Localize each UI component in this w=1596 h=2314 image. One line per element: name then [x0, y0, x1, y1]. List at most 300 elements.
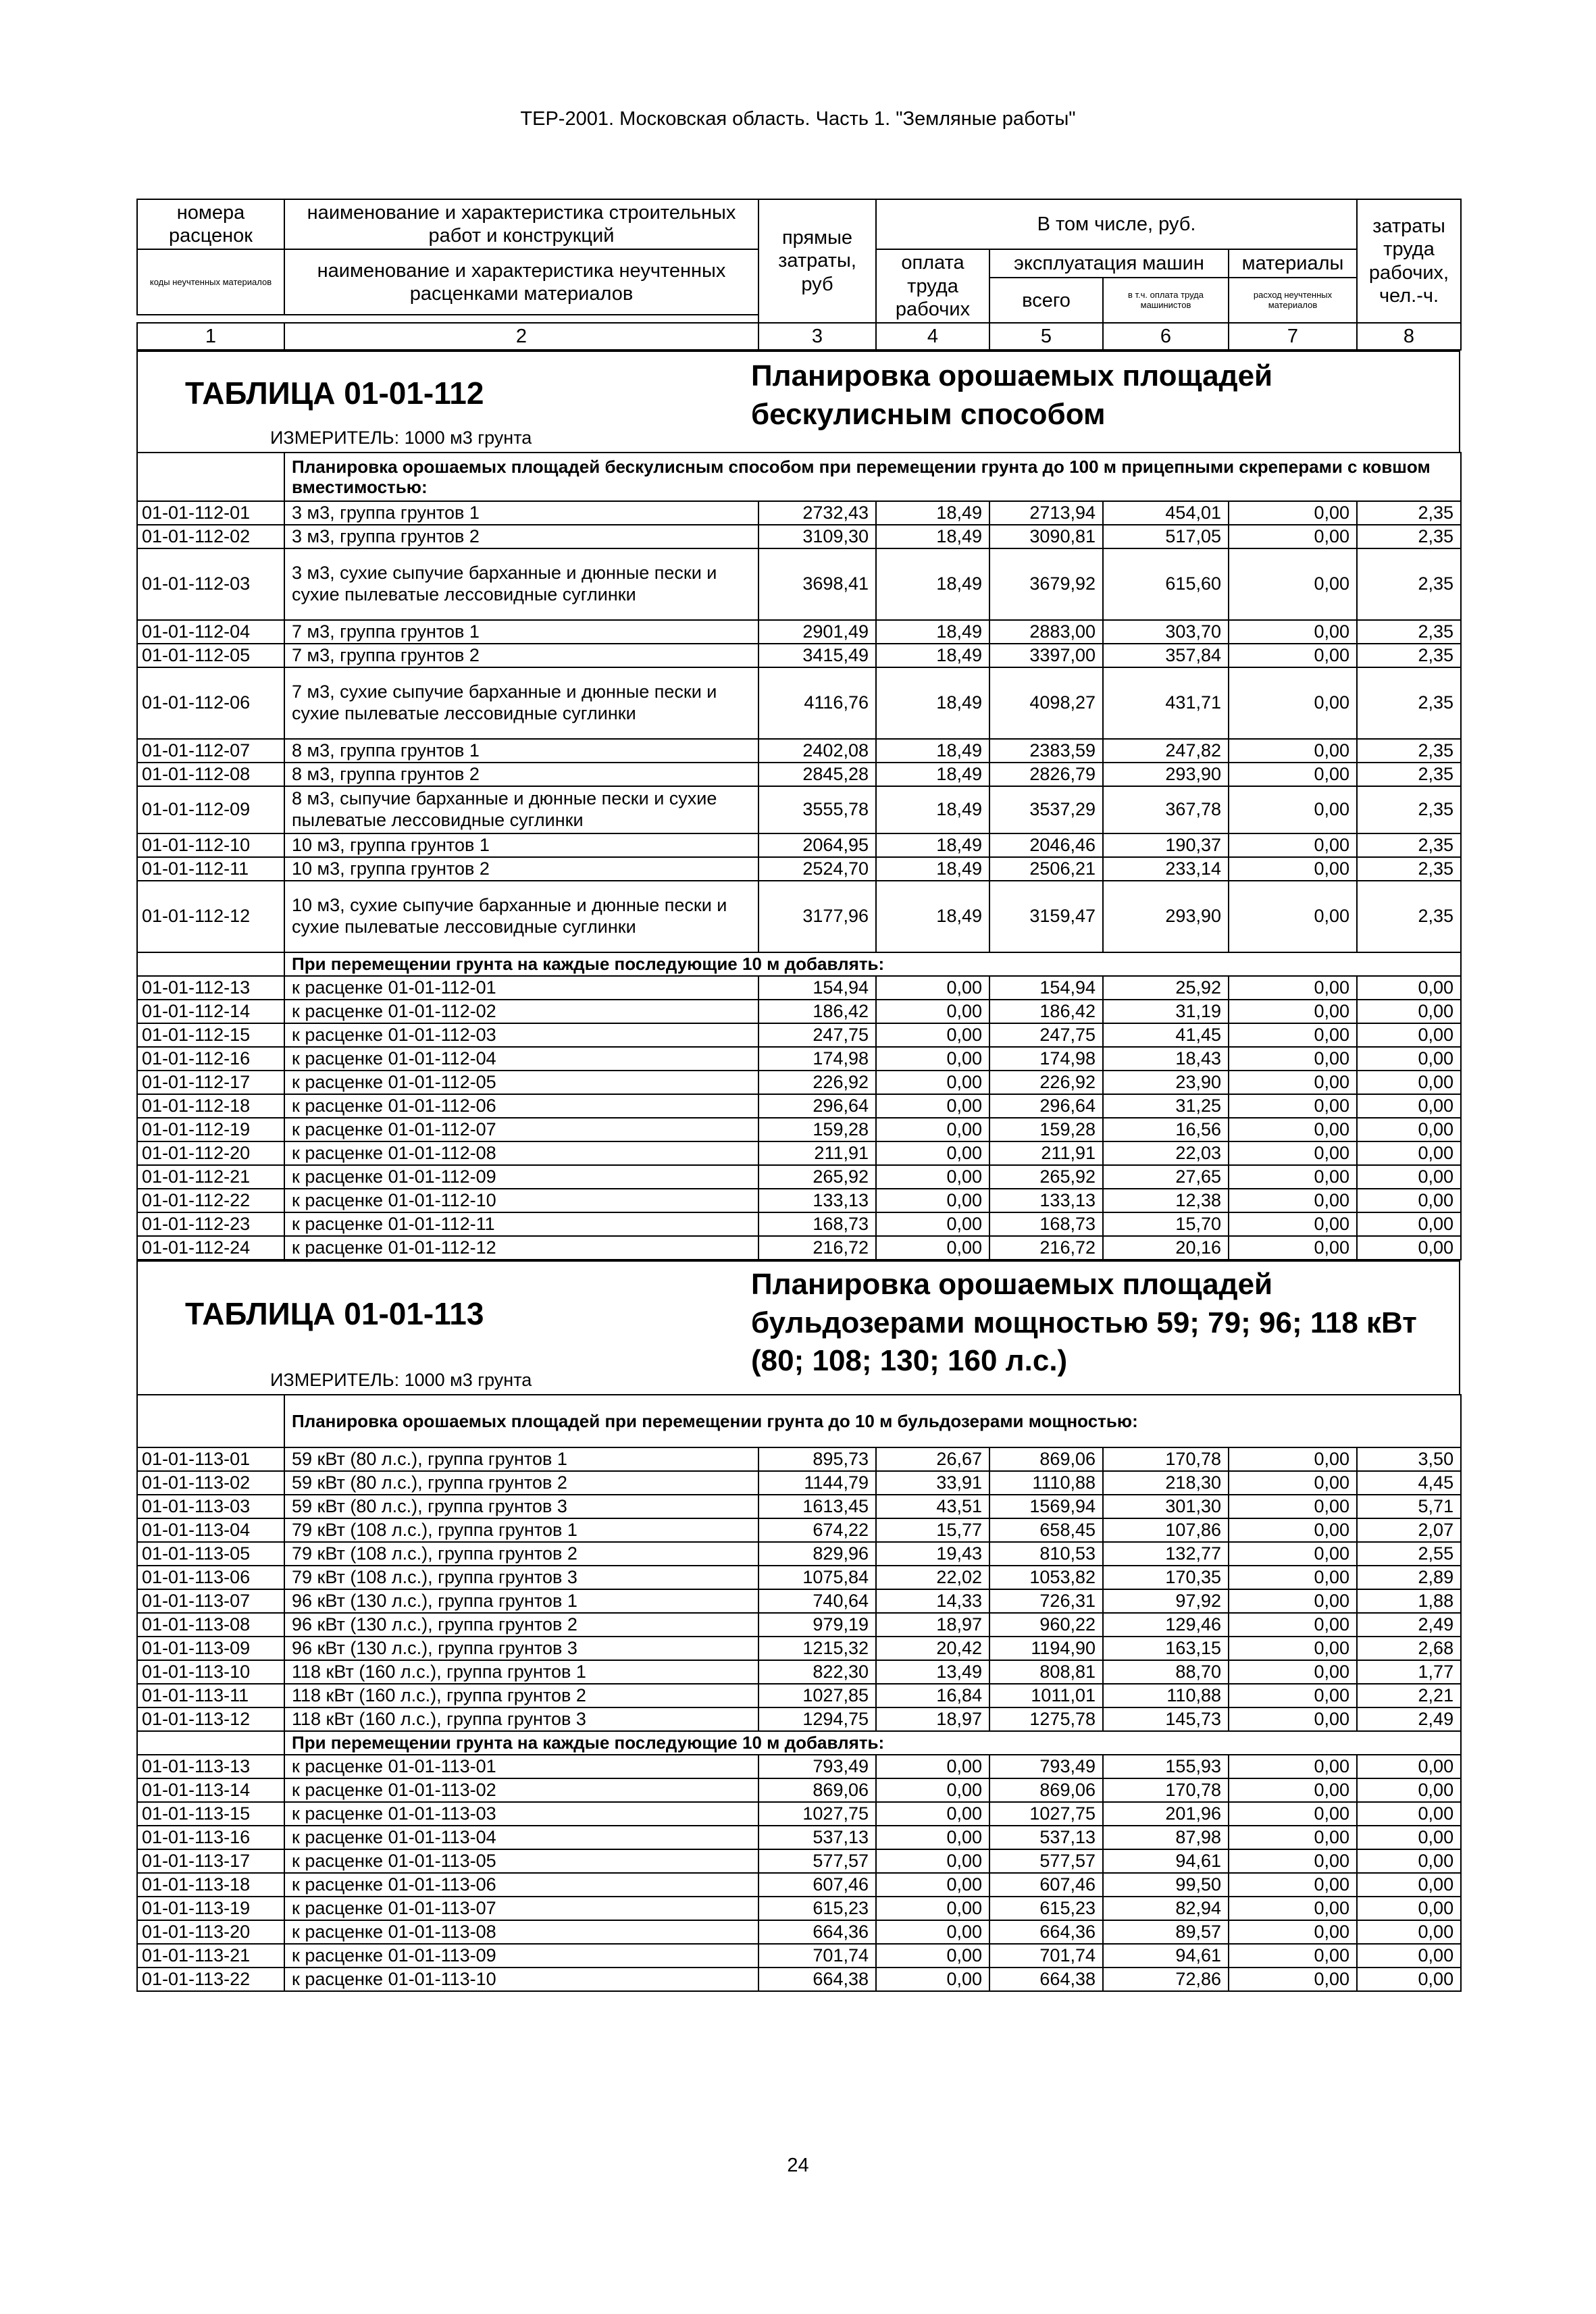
direct-costs-value: 3555,78: [758, 786, 876, 833]
operator-wages-value: 31,25: [1103, 1094, 1229, 1118]
table-row: [137, 1542, 1461, 1566]
empty-cell: [137, 1731, 284, 1755]
wages-value: 18,49: [876, 739, 989, 763]
table-row: [137, 1047, 1461, 1071]
work-description: к расценке 01-01-113-09: [284, 1944, 758, 1968]
table-row: [137, 786, 1461, 833]
table-row: [137, 1968, 1461, 1991]
table-row: [137, 1094, 1461, 1118]
materials-value: 0,00: [1229, 667, 1357, 739]
work-description: к расценке 01-01-113-01: [284, 1755, 758, 1778]
machines-total-value: 1027,75: [989, 1802, 1103, 1826]
wages-value: 0,00: [876, 1920, 989, 1944]
rate-code: 01-01-112-05: [137, 644, 284, 667]
direct-costs-value: 979,19: [758, 1613, 876, 1637]
wages-value: 22,02: [876, 1566, 989, 1589]
work-description: 118 кВт (160 л.с.), группа грунтов 3: [284, 1707, 758, 1731]
machines-total-value: 701,74: [989, 1944, 1103, 1968]
table-113-title: ТАБЛИЦА 01-01-113: [185, 1296, 484, 1332]
machines-total-value: 265,92: [989, 1165, 1103, 1189]
operator-wages-value: 88,70: [1103, 1660, 1229, 1684]
table-row: [137, 667, 1461, 739]
labor-hours-value: 0,00: [1357, 1000, 1461, 1023]
work-description: 79 кВт (108 л.с.), группа грунтов 1: [284, 1518, 758, 1542]
empty-cell: [137, 952, 284, 976]
work-description: 96 кВт (130 л.с.), группа грунтов 1: [284, 1589, 758, 1613]
wages-value: 0,00: [876, 1802, 989, 1826]
labor-hours-value: 0,00: [1357, 1826, 1461, 1849]
materials-value: 0,00: [1229, 501, 1357, 525]
materials-value: 0,00: [1229, 1189, 1357, 1212]
labor-hours-value: 0,00: [1357, 1212, 1461, 1236]
operator-wages-value: 233,14: [1103, 857, 1229, 881]
table-row: [137, 1589, 1461, 1613]
work-description: 59 кВт (80 л.с.), группа грунтов 3: [284, 1495, 758, 1518]
col-name-header: наименование и характеристика строительных работ и конструкций: [284, 199, 758, 249]
work-description: к расценке 01-01-112-06: [284, 1094, 758, 1118]
table-113-header: [136, 1260, 1460, 1394]
labor-hours-value: 0,00: [1357, 1118, 1461, 1141]
work-description: 118 кВт (160 л.с.), группа грунтов 1: [284, 1660, 758, 1684]
table-row: [137, 1236, 1461, 1260]
rate-code: 01-01-112-15: [137, 1023, 284, 1047]
rate-code: 01-01-113-10: [137, 1660, 284, 1684]
col-number: 4: [876, 323, 989, 350]
rate-code: 01-01-112-09: [137, 786, 284, 833]
labor-hours-value: 2,07: [1357, 1518, 1461, 1542]
rate-code: 01-01-112-06: [137, 667, 284, 739]
direct-costs-value: 296,64: [758, 1094, 876, 1118]
machines-total-value: 537,13: [989, 1826, 1103, 1849]
direct-costs-value: 174,98: [758, 1047, 876, 1071]
machines-total-value: 154,94: [989, 976, 1103, 1000]
wages-value: 18,49: [876, 833, 989, 857]
labor-hours-value: 0,00: [1357, 1236, 1461, 1260]
direct-costs-value: 1075,84: [758, 1566, 876, 1589]
table-row: [137, 1873, 1461, 1897]
work-description: к расценке 01-01-112-04: [284, 1047, 758, 1071]
machines-total-value: 3090,81: [989, 525, 1103, 548]
materials-value: 0,00: [1229, 1707, 1357, 1731]
wages-value: 18,49: [876, 620, 989, 644]
table-row: [137, 1165, 1461, 1189]
operator-wages-value: 367,78: [1103, 786, 1229, 833]
labor-hours-value: 2,49: [1357, 1613, 1461, 1637]
document-body: [136, 199, 1460, 1992]
wages-value: 33,91: [876, 1471, 989, 1495]
work-description: 10 м3, сухие сыпучие барханные и дюнные пески и сухие пылеватые лессовидные суглинки: [284, 881, 758, 952]
work-description: 10 м3, группа грунтов 1: [284, 833, 758, 857]
rate-code: 01-01-113-07: [137, 1589, 284, 1613]
table-row: [137, 739, 1461, 763]
materials-value: 0,00: [1229, 1897, 1357, 1920]
rate-code: 01-01-113-08: [137, 1613, 284, 1637]
rate-code: 01-01-113-22: [137, 1968, 284, 1991]
rate-code: 01-01-112-11: [137, 857, 284, 881]
rate-code: 01-01-112-02: [137, 525, 284, 548]
operator-wages-value: 31,19: [1103, 1000, 1229, 1023]
labor-hours-value: 2,35: [1357, 525, 1461, 548]
operator-wages-value: 94,61: [1103, 1944, 1229, 1968]
work-description: к расценке 01-01-113-08: [284, 1920, 758, 1944]
table-row: [137, 1802, 1461, 1826]
labor-hours-value: 0,00: [1357, 1778, 1461, 1802]
wages-value: 0,00: [876, 1897, 989, 1920]
work-description: к расценке 01-01-113-06: [284, 1873, 758, 1897]
operator-wages-value: 615,60: [1103, 548, 1229, 620]
col-number: 1: [137, 323, 284, 350]
rate-code: 01-01-112-19: [137, 1118, 284, 1141]
work-description: 96 кВт (130 л.с.), группа грунтов 3: [284, 1637, 758, 1660]
operator-wages-value: 97,92: [1103, 1589, 1229, 1613]
rate-code: 01-01-112-16: [137, 1047, 284, 1071]
rate-code: 01-01-113-15: [137, 1802, 284, 1826]
wages-value: 0,00: [876, 1071, 989, 1094]
wages-value: 13,49: [876, 1660, 989, 1684]
machines-total-value: 2713,94: [989, 501, 1103, 525]
table-row: [137, 1471, 1461, 1495]
table-row: [137, 620, 1461, 644]
materials-value: 0,00: [1229, 1118, 1357, 1141]
materials-value: 0,00: [1229, 1637, 1357, 1660]
materials-value: 0,00: [1229, 1802, 1357, 1826]
table-112-heading: Планировка орошаемых площадей бескулисным способом: [751, 359, 1273, 431]
operator-wages-value: 99,50: [1103, 1873, 1229, 1897]
table-row: [137, 1684, 1461, 1707]
direct-costs-value: 1027,75: [758, 1802, 876, 1826]
direct-costs-value: 2524,70: [758, 857, 876, 881]
empty-cell: [137, 453, 284, 501]
machines-total-value: 174,98: [989, 1047, 1103, 1071]
materials-value: 0,00: [1229, 1141, 1357, 1165]
labor-hours-value: 2,35: [1357, 881, 1461, 952]
machines-total-value: 664,38: [989, 1968, 1103, 1991]
table-row: [137, 1447, 1461, 1471]
work-description: 3 м3, сухие сыпучие барханные и дюнные пески и сухие пылеватые лессовидные суглинки: [284, 548, 758, 620]
operator-wages-value: 25,92: [1103, 976, 1229, 1000]
operator-wages-value: 145,73: [1103, 1707, 1229, 1731]
work-description: 3 м3, группа грунтов 2: [284, 525, 758, 548]
rate-code: 01-01-113-09: [137, 1637, 284, 1660]
labor-hours-value: 0,00: [1357, 1968, 1461, 1991]
labor-hours-value: 4,45: [1357, 1471, 1461, 1495]
wages-value: 0,00: [876, 1944, 989, 1968]
work-description: к расценке 01-01-112-07: [284, 1118, 758, 1141]
operator-wages-value: 22,03: [1103, 1141, 1229, 1165]
labor-hours-value: 0,00: [1357, 1802, 1461, 1826]
machines-total-value: 3397,00: [989, 644, 1103, 667]
wages-value: 19,43: [876, 1542, 989, 1566]
labor-hours-value: 2,89: [1357, 1566, 1461, 1589]
direct-costs-value: 869,06: [758, 1778, 876, 1802]
operator-wages-value: 94,61: [1103, 1849, 1229, 1873]
machines-total-value: 726,31: [989, 1589, 1103, 1613]
labor-hours-value: 1,88: [1357, 1589, 1461, 1613]
materials-value: 0,00: [1229, 1471, 1357, 1495]
machines-total-value: 4098,27: [989, 667, 1103, 739]
wages-value: 0,00: [876, 1165, 989, 1189]
table-112-header: [136, 351, 1460, 452]
materials-value: 0,00: [1229, 881, 1357, 952]
direct-costs-value: 3109,30: [758, 525, 876, 548]
operator-wages-value: 23,90: [1103, 1071, 1229, 1094]
materials-value: 0,00: [1229, 620, 1357, 644]
rate-code: 01-01-113-03: [137, 1495, 284, 1518]
materials-value: 0,00: [1229, 644, 1357, 667]
operator-wages-value: 155,93: [1103, 1755, 1229, 1778]
wages-value: 0,00: [876, 1849, 989, 1873]
operator-wages-value: 431,71: [1103, 667, 1229, 739]
section-subheading-row: [137, 453, 1461, 501]
work-description: 7 м3, сухие сыпучие барханные и дюнные пески и сухие пылеватые лессовидные суглинки: [284, 667, 758, 739]
wages-value: 14,33: [876, 1589, 989, 1613]
work-description: к расценке 01-01-112-02: [284, 1000, 758, 1023]
col-including-header: В том числе, руб.: [876, 199, 1357, 249]
table-row: [137, 763, 1461, 786]
work-description: к расценке 01-01-112-03: [284, 1023, 758, 1047]
table-row: [137, 1660, 1461, 1684]
operator-wages-value: 357,84: [1103, 644, 1229, 667]
work-description: 79 кВт (108 л.с.), группа грунтов 2: [284, 1542, 758, 1566]
labor-hours-value: 0,00: [1357, 1189, 1461, 1212]
materials-value: 0,00: [1229, 1873, 1357, 1897]
col-number: 3: [758, 323, 876, 350]
labor-hours-value: 3,50: [1357, 1447, 1461, 1471]
col-labor-hours-header: затраты труда рабочих, чел.-ч.: [1357, 199, 1461, 323]
wages-value: 0,00: [876, 1755, 989, 1778]
work-description: к расценке 01-01-113-10: [284, 1968, 758, 1991]
materials-value: 0,00: [1229, 1071, 1357, 1094]
machines-total-value: 1194,90: [989, 1637, 1103, 1660]
materials-value: 0,00: [1229, 1047, 1357, 1071]
col-material-name-header: наименование и характеристика неучтенных расценками материалов: [284, 249, 758, 315]
materials-value: 0,00: [1229, 763, 1357, 786]
direct-costs-value: 664,38: [758, 1968, 876, 1991]
wages-value: 18,49: [876, 501, 989, 525]
operator-wages-value: 87,98: [1103, 1826, 1229, 1849]
operator-wages-value: 107,86: [1103, 1518, 1229, 1542]
table-row: [137, 1944, 1461, 1968]
operator-wages-value: 41,45: [1103, 1023, 1229, 1047]
direct-costs-value: 674,22: [758, 1518, 876, 1542]
operator-wages-value: 132,77: [1103, 1542, 1229, 1566]
rate-code: 01-01-113-04: [137, 1518, 284, 1542]
table-113-heading: Планировка орошаемых площадей бульдозерами мощностью 59; 79; 96; 118 кВт (80; 108; 130; 160 л.с.): [751, 1268, 1417, 1377]
rate-code: 01-01-112-03: [137, 548, 284, 620]
work-description: к расценке 01-01-112-05: [284, 1071, 758, 1094]
direct-costs-value: 829,96: [758, 1542, 876, 1566]
wages-value: 18,49: [876, 857, 989, 881]
wages-value: 0,00: [876, 1047, 989, 1071]
section-subheading-row: [137, 1395, 1461, 1447]
work-description: к расценке 01-01-113-03: [284, 1802, 758, 1826]
direct-costs-value: 2732,43: [758, 501, 876, 525]
col-number: 6: [1103, 323, 1229, 350]
machines-total-value: 2826,79: [989, 763, 1103, 786]
machines-total-value: 1275,78: [989, 1707, 1103, 1731]
work-description: 8 м3, группа грунтов 2: [284, 763, 758, 786]
table-112-title: ТАБЛИЦА 01-01-112: [185, 376, 484, 411]
table-row: [137, 1071, 1461, 1094]
labor-hours-value: 2,35: [1357, 667, 1461, 739]
machines-total-value: 226,92: [989, 1071, 1103, 1094]
materials-value: 0,00: [1229, 1212, 1357, 1236]
labor-hours-value: 0,00: [1357, 1141, 1461, 1165]
labor-hours-value: 2,35: [1357, 620, 1461, 644]
rate-code: 01-01-112-20: [137, 1141, 284, 1165]
wages-value: 0,00: [876, 976, 989, 1000]
materials-value: 0,00: [1229, 525, 1357, 548]
table-row: [137, 1849, 1461, 1873]
labor-hours-value: 1,77: [1357, 1660, 1461, 1684]
materials-value: 0,00: [1229, 1778, 1357, 1802]
materials-value: 0,00: [1229, 1542, 1357, 1566]
machines-total-value: 960,22: [989, 1613, 1103, 1637]
labor-hours-value: 2,21: [1357, 1684, 1461, 1707]
operator-wages-value: 82,94: [1103, 1897, 1229, 1920]
operator-wages-value: 170,78: [1103, 1778, 1229, 1802]
materials-value: 0,00: [1229, 1023, 1357, 1047]
rate-code: 01-01-113-16: [137, 1826, 284, 1849]
materials-value: 0,00: [1229, 1968, 1357, 1991]
col-machines-header: эксплуатация машин: [989, 249, 1229, 278]
operator-wages-value: 163,15: [1103, 1637, 1229, 1660]
direct-costs-value: 537,13: [758, 1826, 876, 1849]
work-description: к расценке 01-01-112-11: [284, 1212, 758, 1236]
wages-value: 0,00: [876, 1000, 989, 1023]
rate-code: 01-01-113-01: [137, 1447, 284, 1471]
table-row: [137, 1141, 1461, 1165]
machines-total-value: 793,49: [989, 1755, 1103, 1778]
col-operator-wages-header: в т.ч. оплата труда машинистов: [1103, 278, 1229, 323]
operator-wages-value: 218,30: [1103, 1471, 1229, 1495]
operator-wages-value: 129,46: [1103, 1613, 1229, 1637]
direct-costs-value: 216,72: [758, 1236, 876, 1260]
work-description: 118 кВт (160 л.с.), группа грунтов 2: [284, 1684, 758, 1707]
rate-code: 01-01-112-14: [137, 1000, 284, 1023]
materials-value: 0,00: [1229, 833, 1357, 857]
work-description: 79 кВт (108 л.с.), группа грунтов 3: [284, 1566, 758, 1589]
labor-hours-value: 2,35: [1357, 833, 1461, 857]
operator-wages-value: 110,88: [1103, 1684, 1229, 1707]
wages-value: 15,77: [876, 1518, 989, 1542]
work-description: 96 кВт (130 л.с.), группа грунтов 2: [284, 1613, 758, 1637]
labor-hours-value: 0,00: [1357, 1047, 1461, 1071]
machines-total-value: 3537,29: [989, 786, 1103, 833]
materials-value: 0,00: [1229, 1094, 1357, 1118]
wages-value: 26,67: [876, 1447, 989, 1471]
machines-total-value: 607,46: [989, 1873, 1103, 1897]
direct-costs-value: 2845,28: [758, 763, 876, 786]
labor-hours-value: 0,00: [1357, 1023, 1461, 1047]
labor-hours-value: 2,55: [1357, 1542, 1461, 1566]
operator-wages-value: 517,05: [1103, 525, 1229, 548]
work-description: к расценке 01-01-113-02: [284, 1778, 758, 1802]
machines-total-value: 2883,00: [989, 620, 1103, 644]
direct-costs-value: 3415,49: [758, 644, 876, 667]
operator-wages-value: 12,38: [1103, 1189, 1229, 1212]
section-subheading: При перемещении грунта на каждые последующие 10 м добавлять:: [284, 1731, 1461, 1755]
labor-hours-value: 5,71: [1357, 1495, 1461, 1518]
work-description: к расценке 01-01-112-10: [284, 1189, 758, 1212]
labor-hours-value: 2,35: [1357, 548, 1461, 620]
wages-value: 18,49: [876, 644, 989, 667]
wages-value: 0,00: [876, 1023, 989, 1047]
table-row: [137, 1778, 1461, 1802]
operator-wages-value: 27,65: [1103, 1165, 1229, 1189]
col-machines-total-header: всего: [989, 278, 1103, 323]
machines-total-value: 2383,59: [989, 739, 1103, 763]
table-113-unit: ИЗМЕРИТЕЛЬ: 1000 м3 грунта: [270, 1370, 532, 1391]
wages-value: 0,00: [876, 1968, 989, 1991]
wages-value: 0,00: [876, 1212, 989, 1236]
rate-code: 01-01-113-02: [137, 1471, 284, 1495]
direct-costs-value: 3177,96: [758, 881, 876, 952]
direct-costs-value: 664,36: [758, 1920, 876, 1944]
work-description: 8 м3, группа грунтов 1: [284, 739, 758, 763]
direct-costs-value: 226,92: [758, 1071, 876, 1094]
operator-wages-value: 16,56: [1103, 1118, 1229, 1141]
materials-value: 0,00: [1229, 1613, 1357, 1637]
materials-value: 0,00: [1229, 1165, 1357, 1189]
labor-hours-value: 2,35: [1357, 739, 1461, 763]
rate-code: 01-01-113-18: [137, 1873, 284, 1897]
materials-value: 0,00: [1229, 1684, 1357, 1707]
section-subheading-row: [137, 952, 1461, 976]
direct-costs-value: 1294,75: [758, 1707, 876, 1731]
machines-total-value: 296,64: [989, 1094, 1103, 1118]
wages-value: 18,49: [876, 525, 989, 548]
direct-costs-value: 2402,08: [758, 739, 876, 763]
operator-wages-value: 293,90: [1103, 881, 1229, 952]
table-row: [137, 1212, 1461, 1236]
work-description: к расценке 01-01-113-04: [284, 1826, 758, 1849]
work-description: к расценке 01-01-112-12: [284, 1236, 758, 1260]
page-number: 24: [787, 2155, 809, 2176]
materials-value: 0,00: [1229, 1518, 1357, 1542]
machines-total-value: 247,75: [989, 1023, 1103, 1047]
direct-costs-value: 615,23: [758, 1897, 876, 1920]
col-codes-header: номера расценок: [137, 199, 284, 249]
labor-hours-value: 0,00: [1357, 1071, 1461, 1094]
table-row: [137, 833, 1461, 857]
wages-value: 0,00: [876, 1189, 989, 1212]
labor-hours-value: 0,00: [1357, 1094, 1461, 1118]
table-row: [137, 1189, 1461, 1212]
wages-value: 18,49: [876, 548, 989, 620]
machines-total-value: 168,73: [989, 1212, 1103, 1236]
labor-hours-value: 2,49: [1357, 1707, 1461, 1731]
materials-value: 0,00: [1229, 786, 1357, 833]
labor-hours-value: 0,00: [1357, 1873, 1461, 1897]
machines-total-value: 1569,94: [989, 1495, 1103, 1518]
direct-costs-value: 3698,41: [758, 548, 876, 620]
work-description: к расценке 01-01-113-07: [284, 1897, 758, 1920]
direct-costs-value: 822,30: [758, 1660, 876, 1684]
labor-hours-value: 0,00: [1357, 1897, 1461, 1920]
materials-value: 0,00: [1229, 857, 1357, 881]
direct-costs-value: 895,73: [758, 1447, 876, 1471]
work-description: 8 м3, сыпучие барханные и дюнные пески и сухие пылеватые лессовидные суглинки: [284, 786, 758, 833]
direct-costs-value: 247,75: [758, 1023, 876, 1047]
materials-value: 0,00: [1229, 1660, 1357, 1684]
machines-total-value: 133,13: [989, 1189, 1103, 1212]
table-row: [137, 1707, 1461, 1731]
rate-code: 01-01-113-14: [137, 1778, 284, 1802]
direct-costs-value: 1613,45: [758, 1495, 876, 1518]
rate-code: 01-01-112-21: [137, 1165, 284, 1189]
labor-hours-value: 0,00: [1357, 1944, 1461, 1968]
